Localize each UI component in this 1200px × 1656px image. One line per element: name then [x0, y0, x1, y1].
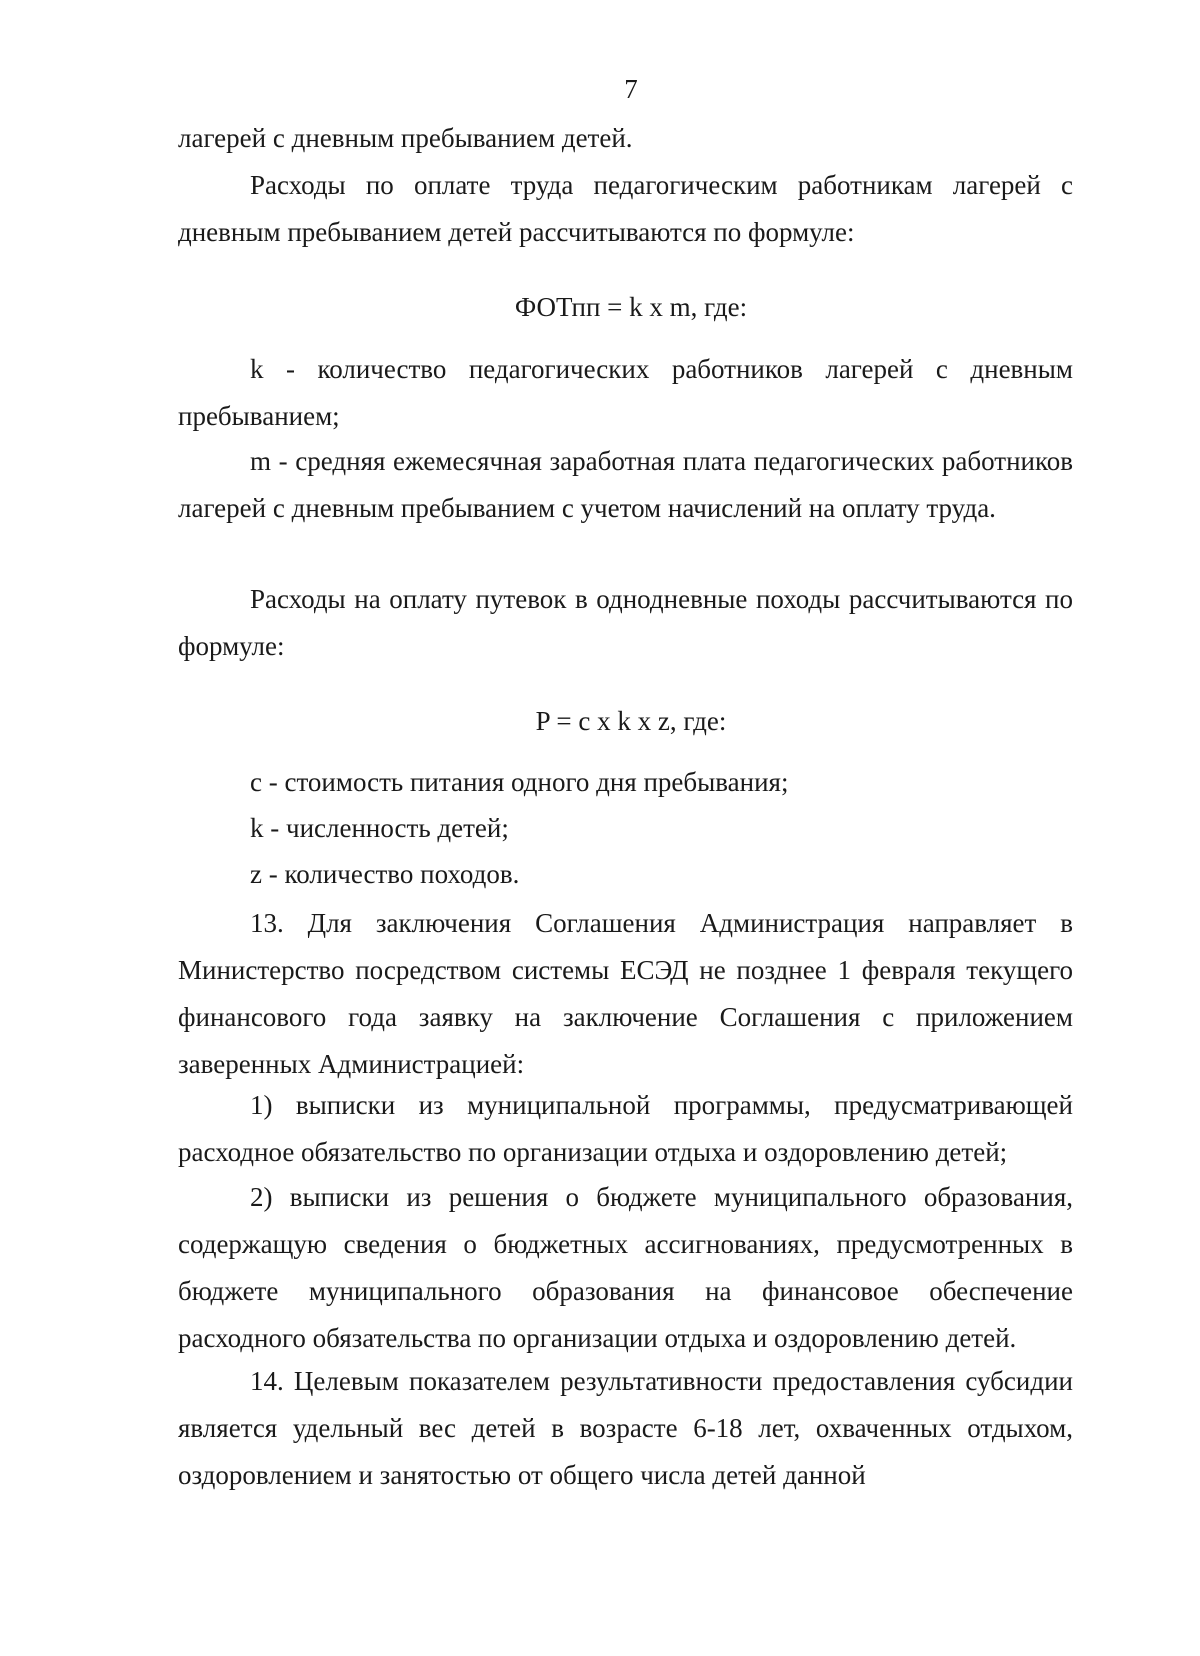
definition-c-food-cost: c - стоимость питания одного дня пребывания;	[250, 767, 789, 797]
page-number: 7	[624, 74, 638, 104]
paragraph-14-target-indicator: 14. Целевым показателем результативности предоставления субсидии является удельный вес детей в возрасте 6-18 лет, охваченных отдыхом, оздоровлением и занятостью от общего числа детей данной	[178, 1366, 1073, 1490]
continued-paragraph: лагерей с дневным пребыванием детей.	[178, 123, 633, 153]
paragraph-teacher-pay-expenses: Расходы по оплате труда педагогическим работникам лагерей с дневным пребыванием детей рассчитываются по формуле:	[178, 170, 1073, 247]
list-item-1-program-extract: 1) выписки из муниципальной программы, предусматривающей расходное обязательство по организации отдыха и оздоровлению детей;	[178, 1090, 1073, 1167]
definition-m-salary: m - средняя ежемесячная заработная плата педагогических работников лагерей с дневным пребыванием с учетом начислений на оплату труда.	[178, 446, 1073, 523]
list-item-2-budget-extract: 2) выписки из решения о бюджете муниципального образования, содержащую сведения о бюджетных ассигнованиях, предусмотренных в бюджете муниципального образования на финансовое обеспечение расходного обязательства по организации отдыха и оздоровлению детей.	[178, 1182, 1073, 1353]
definition-k-teachers: k - количество педагогических работников лагерей с дневным пребыванием;	[178, 354, 1073, 431]
definition-z-hikes: z - количество походов.	[250, 859, 520, 889]
formula-teacher-pay: ФОТпп = k x m, где:	[514, 292, 748, 322]
definition-k-children: k - численность детей;	[250, 813, 509, 843]
formula-hikes: P = c x k x z, где:	[535, 706, 727, 736]
paragraph-hike-expenses: Расходы на оплату путевок в однодневные походы рассчитываются по формуле:	[178, 584, 1073, 661]
paragraph-13-agreement: 13. Для заключения Соглашения Администрация направляет в Министерство посредством системы ЕСЭД не позднее 1 февраля текущего финансового года заявку на заключение Соглашения с приложением заверенных Администрацией:	[178, 908, 1073, 1079]
